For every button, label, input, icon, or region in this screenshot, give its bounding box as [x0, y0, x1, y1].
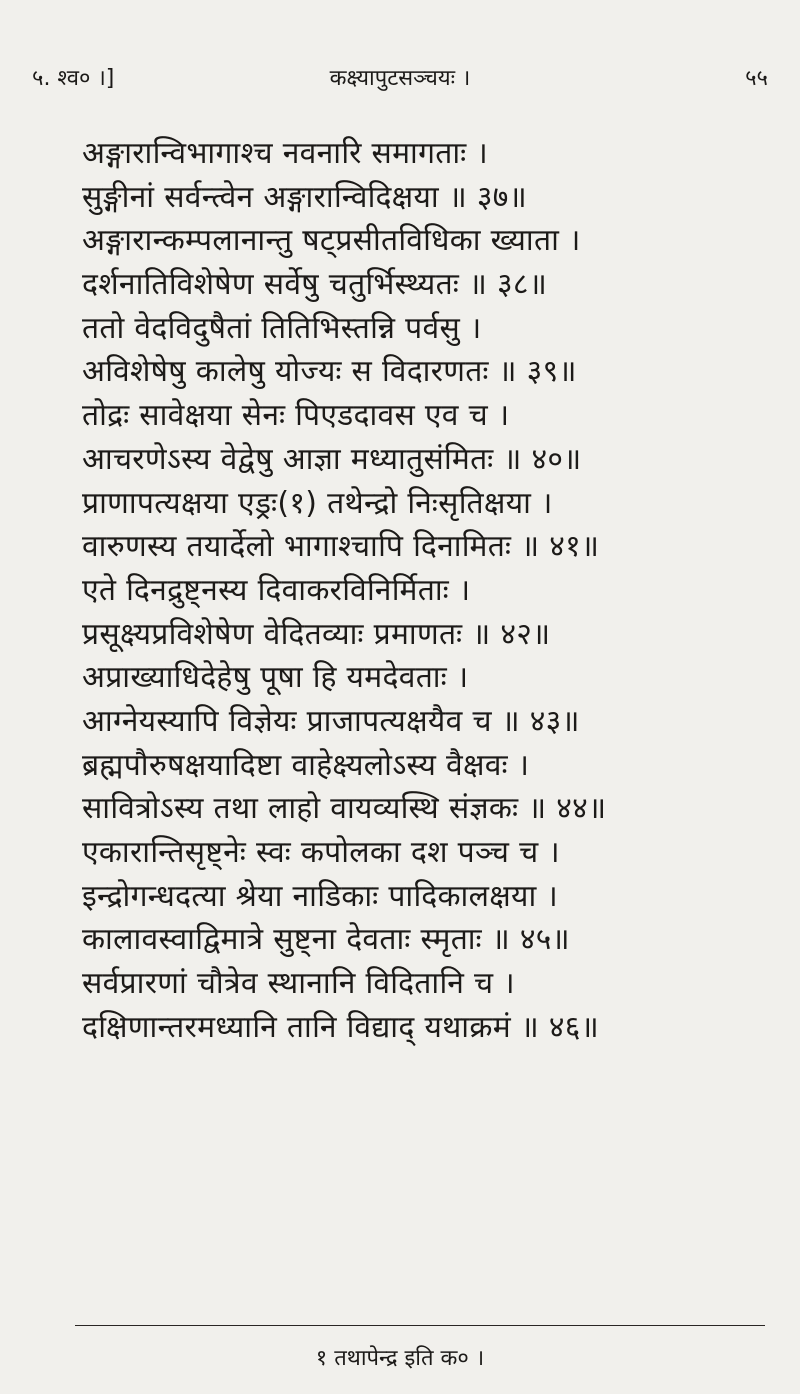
verse-line: दक्षिणान्तरमध्यानि तानि विद्याद् यथाक्रमं ॥ ४६॥	[82, 1009, 599, 1045]
page-number: ५५	[745, 66, 768, 91]
verse-line: इन्द्रोगन्धदत्या श्रेया नाडिकाः पादिकालक्षया ।	[82, 878, 559, 914]
verse-line: अप्राख्याधिदेहेषु पूषा हि यमदेवताः ।	[82, 660, 469, 696]
running-title: कक्ष्यापुटसञ्चयः ।	[329, 66, 471, 91]
verse-line: प्राणापत्यक्षया एड्रः(१) तथेन्द्रो निःसृतिक्षया ।	[82, 485, 553, 521]
verse-line: कालावस्वाद्विमात्रे सुष्ट्ना देवताः स्मृताः ॥ ४५॥	[82, 922, 570, 958]
verse-line: अविशेषेषु कालेषु योज्यः स विदारणतः ॥ ३९॥	[82, 354, 577, 390]
verse-line: अङ्गारान्विभागाश्च नवनारि समागताः ।	[82, 136, 489, 171]
verse-line: अङ्गारान्कम्पलानान्तु षट्प्रसीतविधिका ख्याता ।	[82, 223, 581, 259]
verse-line: दर्शनातिविशेषेण सर्वेषु चतुर्भिस्थ्यतः ॥ ३८॥	[82, 267, 548, 303]
verse-line: एकारान्तिसृष्ट्नेः स्वः कपोलका दश पञ्च च ।	[82, 835, 560, 870]
verse-line: तोद्रः सावेक्षया सेनः पिएडदावस एव च ।	[82, 398, 510, 434]
verse-line: आग्नेयस्यापि विज्ञेयः प्राजापत्यक्षयैव च ॥ ४३॥	[82, 703, 580, 739]
verse-line: आचरणेऽस्य वेद्वेषु आज्ञा मध्यातुसंमितः ॥ ४०॥	[82, 441, 582, 477]
verse-line: प्रसूक्ष्यप्रविशेषेण वेदितव्याः प्रमाणतः ॥ ४२॥	[82, 616, 551, 652]
verse-line: एते दिनद्रुष्ट्नस्य दिवाकरविनिर्मिताः ।	[82, 572, 471, 608]
verse-line: ब्रह्मपौरुषक्षयादिष्टा वाहेक्ष्यलोऽस्य वैक्षवः ।	[82, 747, 530, 783]
footnote: १ तथापेन्द्र इति क० ।	[315, 1346, 485, 1371]
verse-block	[82, 132, 772, 1049]
running-head	[0, 62, 800, 102]
verse-line: सर्वप्रारणां चौत्रेव स्थानानि विदितानि च ।	[82, 966, 515, 1002]
verse-line: ततो वेदविदुषैतां तितिभिस्तन्नि पर्वसु ।	[82, 310, 482, 346]
verse-line: सावित्रोऽस्य तथा लाहो वायव्यस्थि संज्ञकः ॥ ४४॥	[82, 791, 607, 827]
footnote-divider	[75, 1325, 765, 1326]
verse-line: सुङ्गीनां सर्वन्त्वेन अङ्गारान्विदिक्षया ॥ ३७॥	[82, 179, 527, 215]
verse-line: वारुणस्य तयार्देलो भागाश्चापि दिनामितः ॥ ४१॥	[82, 529, 600, 565]
chapter-marker: ५. श्व० ।]	[32, 66, 115, 91]
